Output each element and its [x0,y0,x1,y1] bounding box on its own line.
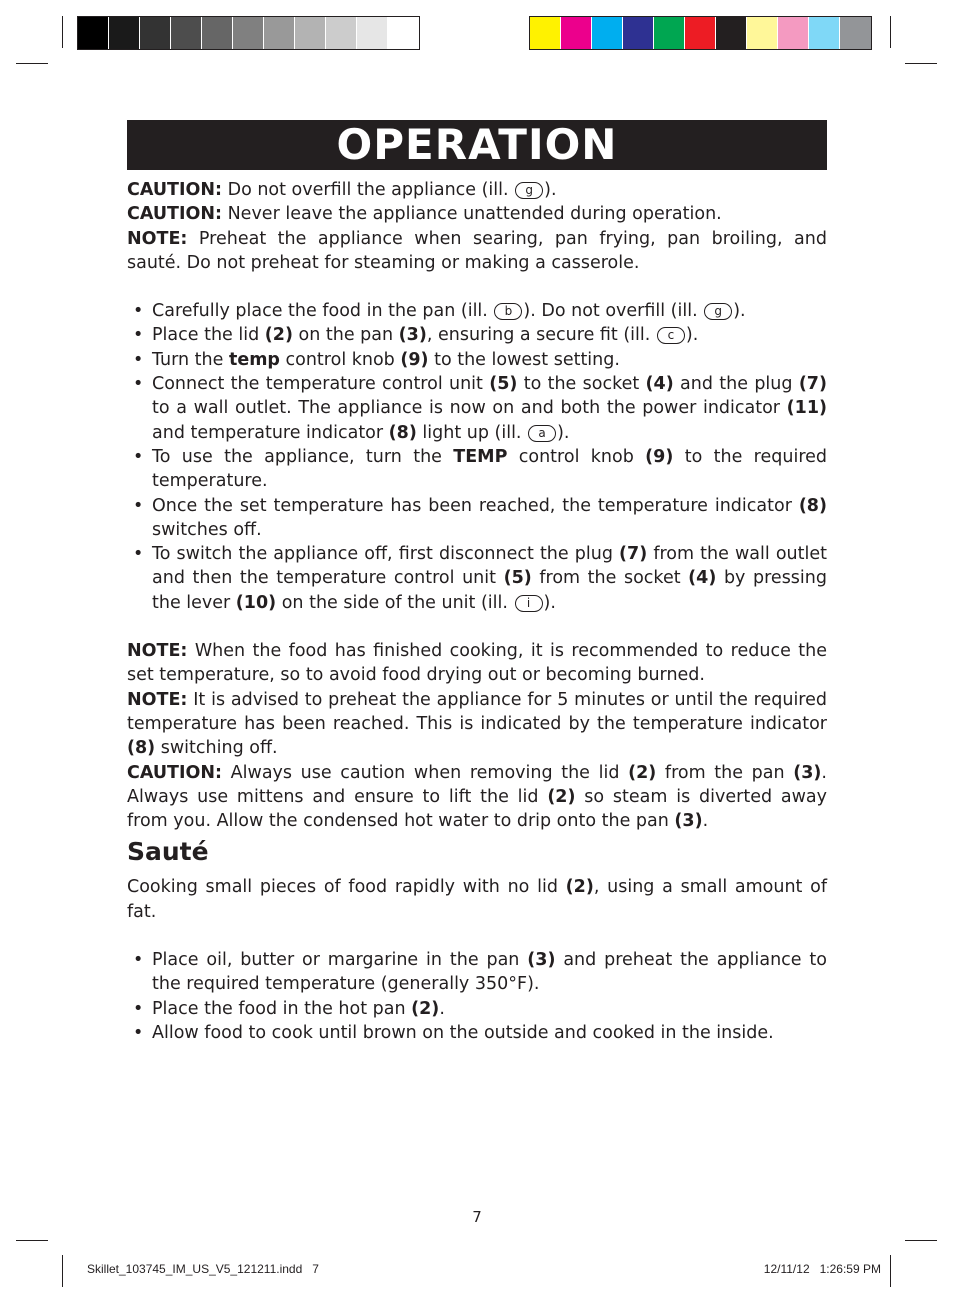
caution-overfill: CAUTION: Do not overfill the appliance (ill. g ). [127,180,557,200]
color-swatch [530,17,561,49]
crop-mark [890,1255,891,1287]
color-swatch [840,17,871,49]
crop-mark [905,63,937,64]
color-swatch [171,17,202,49]
list-item: • To use the appliance, turn the TEMP control knob (9) to the required temperature. [127,445,827,494]
print-timestamp: 12/11/12 1:26:59 PM [763,1262,881,1276]
color-swatch [326,17,357,49]
illustration-ref: a [528,425,556,442]
crop-mark [62,1255,63,1287]
illustration-ref: b [494,303,522,320]
note-preheat: NOTE: Preheat the appliance when searing, pan frying, pan broiling, and sauté. Do not preheat for steaming or making a casserole. [127,228,827,273]
color-swatch [747,17,778,49]
color-swatch [202,17,233,49]
list-item: • Allow food to cook until brown on the outside and cooked in the inside. [127,1021,827,1045]
crop-mark [16,1240,48,1241]
color-swatch [78,17,109,49]
list-item: • To switch the appliance off, first disconnect the plug (7) from the wall outlet and then the temperature control unit (5) from the socket (4) by pressing the lever (10) on the side of the unit (ill. i ). [127,542,827,615]
list-item: • Turn the temp control knob (9) to the lowest setting. [127,348,827,372]
file-slug: Skillet_103745_IM_US_V5_121211.indd 7 [87,1262,319,1276]
saute-description: Cooking small pieces of food rapidly with no lid (2), using a small amount of fat. [127,877,828,922]
color-swatch [716,17,747,49]
caution-unattended: CAUTION: Never leave the appliance unattended during operation. [127,204,722,225]
caution-lid-removal: CAUTION: Always use caution when removing the lid (2) from the pan (3). Always use mittens and ensure to lift the lid (2) so steam is diverted away from you. Allow the condensed hot water to drip onto the pan (3). [127,762,827,832]
operation-steps [127,299,827,615]
color-swatch [778,17,809,49]
saute-steps [127,948,827,1045]
color-swatch [109,17,140,49]
illustration-ref: i [515,595,543,612]
section-header [127,120,827,170]
color-swatch [357,17,388,49]
list-item: • Place oil, butter or margarine in the pan (3) and preheat the appliance to the required temperature (generally 350°F). [127,948,827,997]
operation-content [127,178,827,1045]
illustration-ref: g [515,182,543,199]
grayscale-color-bar [77,16,420,50]
list-item: • Connect the temperature control unit (5) to the socket (4) and the plug (7) to a wall outlet. The appliance is now on and both the power indicator (11) and temperature indicator (8) light up (ill. a ). [127,372,827,445]
list-item: • Carefully place the food in the pan (ill. b ). Do not overfill (ill. g ). [127,299,827,323]
color-swatch [654,17,685,49]
color-swatch [295,17,326,49]
crop-mark [905,1240,937,1241]
process-color-bar [529,16,872,50]
crop-mark [62,16,63,48]
note-preheat-minutes: NOTE: It is advised to preheat the appliance for 5 minutes or until the required temperature has been reached. This is indicated by the temperature indicator (8) switching off. [127,689,827,759]
list-item: • Place the lid (2) on the pan (3), ensuring a secure fit (ill. c ). [127,323,827,347]
crop-mark [890,16,891,48]
color-swatch [264,17,295,49]
color-swatch [592,17,623,49]
crop-mark [16,63,48,64]
note-reduce-temperature: NOTE: When the food has finished cooking, it is recommended to reduce the set temperature, so to avoid food drying out or becoming burned. [127,641,827,686]
illustration-ref: g [704,303,732,320]
color-swatch [623,17,654,49]
color-swatch [561,17,592,49]
color-swatch [140,17,171,49]
saute-heading: Sauté [127,837,209,867]
illustration-ref: c [657,327,685,344]
color-swatch [809,17,840,49]
color-swatch [685,17,716,49]
color-swatch [388,17,419,49]
color-swatch [233,17,264,49]
page-number: 7 [472,1208,482,1226]
section-title: OPERATION [336,120,618,169]
list-item: • Once the set temperature has been reached, the temperature indicator (8) switches off. [127,494,827,543]
list-item: • Place the food in the hot pan (2). [127,997,827,1021]
